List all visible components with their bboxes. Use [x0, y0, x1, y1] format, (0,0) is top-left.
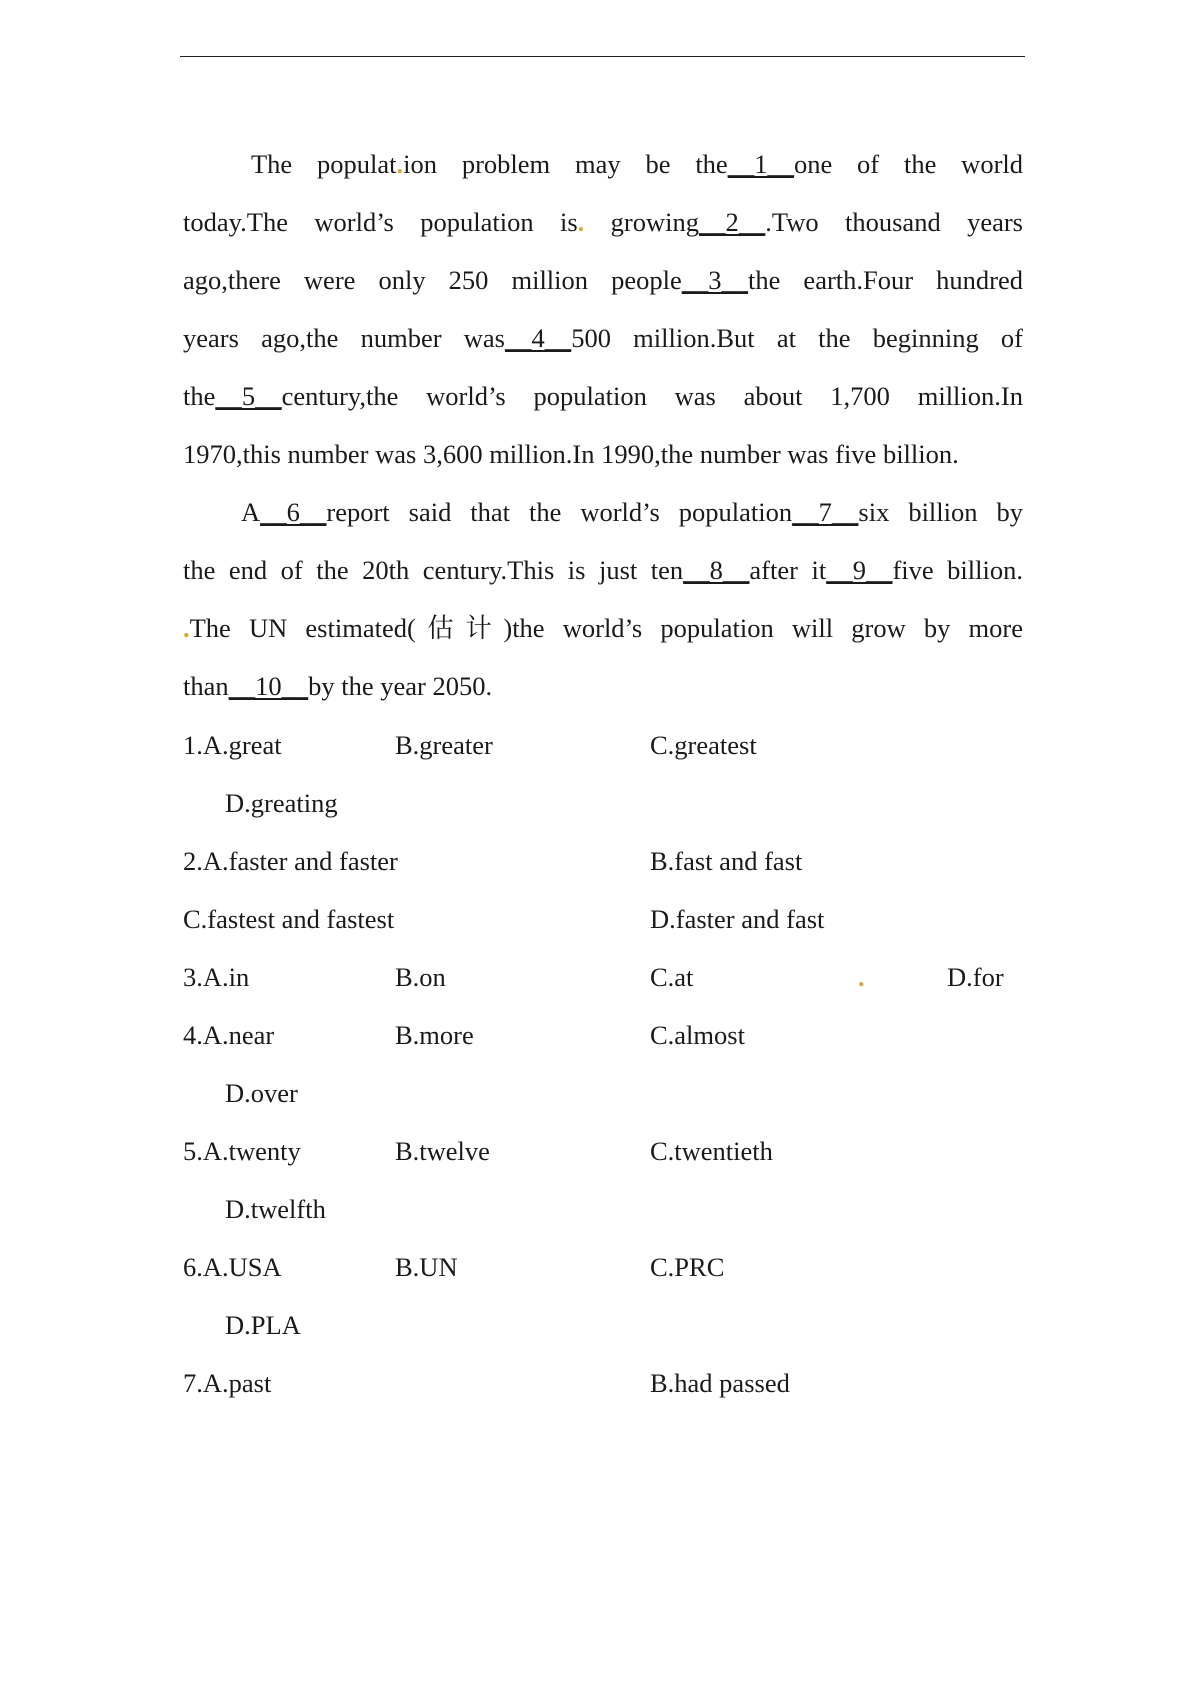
q3-option-d: D.for — [947, 962, 1004, 992]
q4-option-b: B.more — [395, 1020, 474, 1050]
passage-line: ago,there were only 250 million people__3__the earth.Four hundred — [183, 265, 1023, 295]
q4-option-a: 4.A.near — [183, 1020, 275, 1050]
q3-option-a: 3.A.in — [183, 962, 250, 992]
q2-option-d: D.faster and fast — [650, 904, 825, 934]
header-rule — [180, 56, 1025, 57]
passage-line: A__6__report said that the world’s population__7__six billion by — [241, 497, 1023, 527]
blank-9: __9__ — [826, 555, 893, 585]
q4-option-c: C.almost — [650, 1020, 745, 1050]
passage-line: years ago,the number was__4__500 million.But at the beginning of — [183, 323, 1023, 353]
q6-option-b: B.UN — [395, 1252, 458, 1282]
q2-option-b: B.fast and fast — [650, 846, 803, 876]
ink-speck: . — [396, 149, 404, 179]
q5-option-d: D.twelfth — [225, 1194, 326, 1224]
ink-speck: . — [183, 613, 190, 643]
q6-option-c: C.PRC — [650, 1252, 725, 1282]
q5-option-a: 5.A.twenty — [183, 1136, 301, 1166]
q1-option-d: D.greating — [225, 788, 338, 818]
blank-1: __1__ — [727, 149, 794, 179]
ink-speck: . — [577, 207, 585, 237]
blank-6: __6__ — [260, 497, 327, 527]
passage-line: the end of the 20th century.This is just ten__8__after it__9__five billion. — [183, 555, 1023, 585]
q5-option-c: C.twentieth — [650, 1136, 773, 1166]
q6-option-a: 6.A.USA — [183, 1252, 282, 1282]
q7-option-a: 7.A.past — [183, 1368, 272, 1398]
passage-line: the__5__century,the world’s population was about 1,700 million.In — [183, 381, 1023, 411]
blank-2: __2__ — [699, 207, 766, 237]
q1-option-c: C.greatest — [650, 730, 757, 760]
q6-option-d: D.PLA — [225, 1310, 301, 1340]
blank-4: __4__ — [504, 323, 572, 353]
q2-option-c: C.fastest and fastest — [183, 904, 395, 934]
q1-option-b: B.greater — [395, 730, 493, 760]
passage-line: .The UN estimated(估计)the world’s population will grow by more — [183, 613, 1023, 643]
q3-option-c: C.at — [650, 962, 694, 992]
passage-line: 1970,this number was 3,600 million.In 1990,the number was five billion. — [183, 439, 959, 469]
ink-speck: . — [858, 962, 865, 992]
q3-option-b: B.on — [395, 962, 446, 992]
q5-option-b: B.twelve — [395, 1136, 490, 1166]
q4-option-d: D.over — [225, 1078, 298, 1108]
blank-10: __10__ — [228, 671, 309, 701]
passage-line: today.The world’s population is. growing__2__.Two thousand years — [183, 207, 1023, 237]
blank-8: __8__ — [683, 555, 750, 585]
blank-5: __5__ — [215, 381, 282, 411]
blank-7: __7__ — [792, 497, 859, 527]
q2-option-a: 2.A.faster and faster — [183, 846, 398, 876]
q7-option-b: B.had passed — [650, 1368, 790, 1398]
blank-3: __3__ — [681, 265, 748, 295]
passage-line: The populat.ion problem may be the__1__one of the world — [251, 149, 1024, 179]
q1-option-a: 1.A.great — [183, 730, 282, 760]
passage-line: than__10__by the year 2050. — [183, 671, 493, 701]
